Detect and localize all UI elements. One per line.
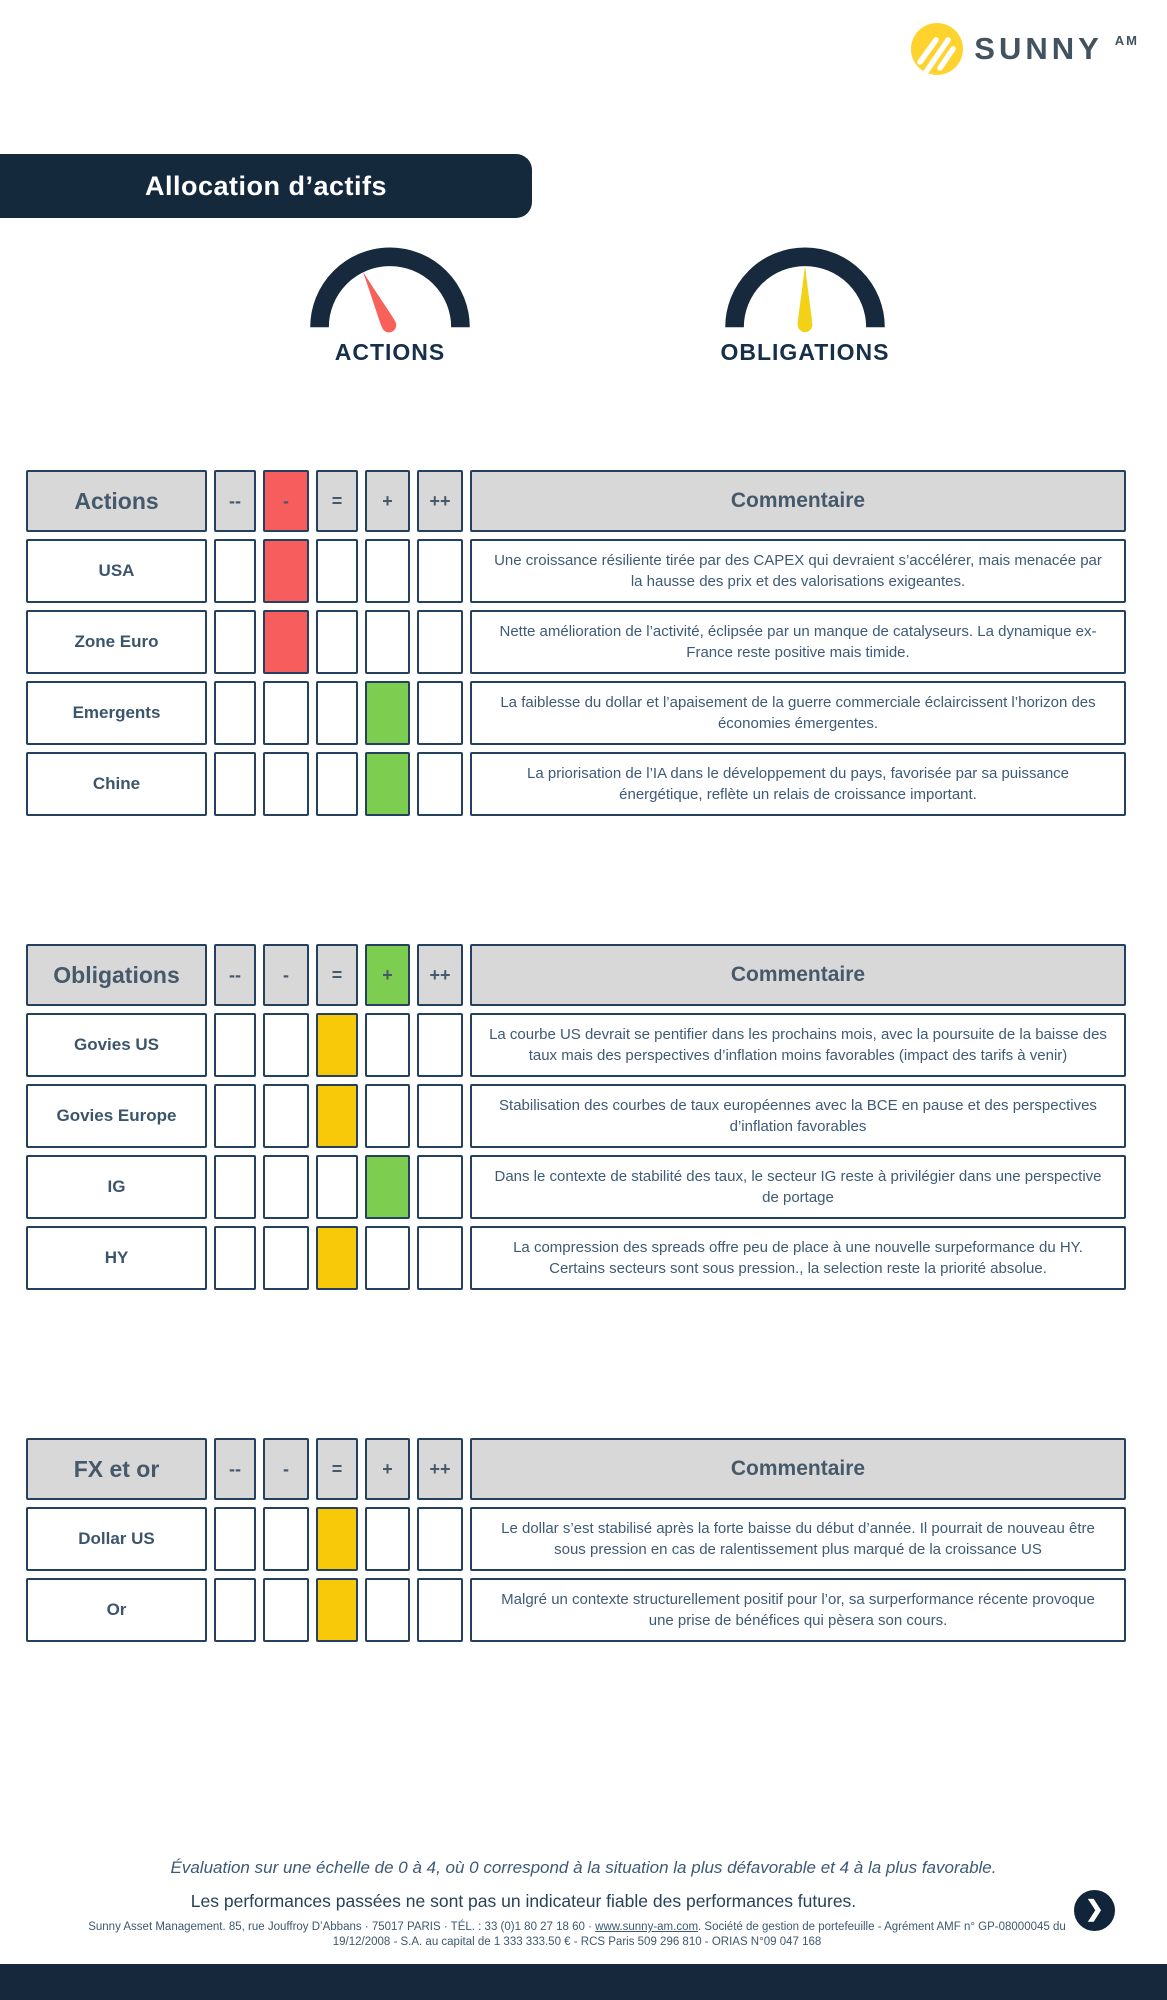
rating-cell-selected (316, 1578, 358, 1642)
legal-text (72, 1920, 1082, 1950)
gauges (0, 244, 1167, 394)
gauge-obligations-label: OBLIGATIONS (720, 339, 890, 365)
row-label: USA (26, 539, 207, 603)
rating-cell (417, 1013, 463, 1077)
rating-cell (263, 1155, 309, 1219)
rating-cell (263, 681, 309, 745)
rating-header: - (263, 944, 309, 1006)
allocation-tables (0, 470, 1167, 1642)
rating-cell (214, 1578, 256, 1642)
rating-cell (316, 539, 358, 603)
comment-cell: La courbe US devrait se pentifier dans les prochains mois, avec la poursuite de la baisse des taux mais des perspectives d’inflation moins favorables (impact des tarifs à venir) (470, 1013, 1126, 1077)
rating-header: + (365, 1438, 410, 1500)
row-label: IG (26, 1155, 207, 1219)
rating-cell (214, 1507, 256, 1571)
table-title: Obligations (26, 944, 207, 1006)
table-actions (26, 470, 1126, 816)
row-label: HY (26, 1226, 207, 1290)
comment-cell: Le dollar s’est stabilisé après la forte baisse du début d’année. Il pourrait de nouveau être sous pression en cas de ralentissement plus marqué de la croissance US (470, 1507, 1126, 1571)
sunny-logo (910, 22, 1137, 76)
row-label: Govies Europe (26, 1084, 207, 1148)
rating-cell (365, 539, 410, 603)
rating-cell-selected (365, 752, 410, 816)
rating-cell-selected (263, 539, 309, 603)
rating-cell (316, 681, 358, 745)
rating-cell (417, 1507, 463, 1571)
legal-post: . Société de gestion de portefeuille - Agrément AMF n° GP-08000045 du 19/12/2008 - S.A. au capital de 1 333 333.50 € - RCS Paris 509 296 810 - ORIAS N°09 047 168 (332, 1921, 1066, 1948)
rating-cell (214, 539, 256, 603)
comment-cell: Une croissance résiliente tirée par des CAPEX qui devraient s’accélérer, mais menacée par la hausse des prix et des valorisations exigeantes. (470, 539, 1126, 603)
gauge-obligations-dial (724, 244, 886, 336)
rating-cell (214, 1155, 256, 1219)
rating-cell (316, 610, 358, 674)
gauge-actions-needle (356, 269, 398, 335)
rating-cell (417, 539, 463, 603)
rating-header: ++ (417, 944, 463, 1006)
rating-cell (417, 752, 463, 816)
commentaire-header: Commentaire (470, 1438, 1126, 1500)
rating-header: = (316, 470, 358, 532)
rating-cell (263, 752, 309, 816)
commentaire-header: Commentaire (470, 470, 1126, 532)
row-label: Or (26, 1578, 207, 1642)
comment-cell: Dans le contexte de stabilité des taux, le secteur IG reste à privilégier dans une perspective de portage (470, 1155, 1126, 1219)
rating-header: -- (214, 1438, 256, 1500)
brand-suffix: AM (1114, 32, 1139, 48)
rating-header: + (365, 944, 410, 1006)
rating-cell (417, 1578, 463, 1642)
rating-cell (214, 1226, 256, 1290)
bottom-bar (0, 1964, 1167, 2000)
rating-header: - (263, 1438, 309, 1500)
comment-cell: La compression des spreads offre peu de place à une nouvelle surpeformance du HY. Certains secteurs sont sous pression., la selection reste la priorité absolue. (470, 1226, 1126, 1290)
gauge-obligations (695, 244, 915, 366)
page-title-banner (0, 154, 532, 218)
rating-cell (316, 752, 358, 816)
rating-cell (365, 1578, 410, 1642)
rating-cell (365, 610, 410, 674)
rating-header: ++ (417, 470, 463, 532)
rating-cell (365, 1507, 410, 1571)
rating-cell-selected (316, 1226, 358, 1290)
rating-header: - (263, 470, 309, 532)
rating-cell (417, 610, 463, 674)
rating-cell-selected (263, 610, 309, 674)
row-label: Chine (26, 752, 207, 816)
rating-cell (214, 681, 256, 745)
rating-cell (417, 1084, 463, 1148)
gauge-actions-label: ACTIONS (334, 339, 446, 365)
chevron-right-icon: ❯ (1085, 1896, 1104, 1921)
gauge-obligations-needle (798, 266, 813, 332)
comment-cell: Stabilisation des courbes de taux européennes avec la BCE en pause et des perspectives d’inflation favorables (470, 1084, 1126, 1148)
rating-cell (263, 1507, 309, 1571)
performance-note: Les performances passées ne sont pas un indicateur fiable des performances futures. (190, 1891, 857, 1911)
commentaire-header: Commentaire (470, 944, 1126, 1006)
rating-header: + (365, 470, 410, 532)
table-fx-et-or (26, 1438, 1126, 1642)
website-link[interactable]: www.sunny-am.com (595, 1921, 699, 1933)
rating-cell (316, 1155, 358, 1219)
comment-cell: Malgré un contexte structurellement positif pour l’or, sa surperformance récente provoque une prise de bénéfices qui pèsera son cours. (470, 1578, 1126, 1642)
rating-cell (214, 1013, 256, 1077)
rating-header: = (316, 1438, 358, 1500)
rating-cell (214, 1084, 256, 1148)
row-label: Govies US (26, 1013, 207, 1077)
row-label: Dollar US (26, 1507, 207, 1571)
row-label: Emergents (26, 681, 207, 745)
rating-cell (417, 1226, 463, 1290)
rating-cell (263, 1084, 309, 1148)
rating-cell (365, 1226, 410, 1290)
rating-cell-selected (316, 1507, 358, 1571)
rating-cell (263, 1226, 309, 1290)
comment-cell: Nette amélioration de l’activité, éclipsée par un manque de catalyseurs. La dynamique ex-France reste positive mais timide. (470, 610, 1126, 674)
scale-note: Évaluation sur une échelle de 0 à 4, où 0 correspond à la situation la plus défavorable et 4 à la plus favorable. (170, 1858, 997, 1877)
table-title: Actions (26, 470, 207, 532)
rating-header: ++ (417, 1438, 463, 1500)
rating-cell (365, 1084, 410, 1148)
comment-cell: La priorisation de l’IA dans le développement du pays, favorisée par sa puissance énergétique, reflète un relais de croissance important. (470, 752, 1126, 816)
comment-cell: La faiblesse du dollar et l’apaisement de la guerre commerciale éclaircissent l’horizon des économies émergentes. (470, 681, 1126, 745)
rating-cell-selected (316, 1013, 358, 1077)
rating-header: -- (214, 470, 256, 532)
next-page-button[interactable] (1074, 1890, 1115, 1931)
rating-cell (263, 1013, 309, 1077)
rating-cell (365, 1013, 410, 1077)
brand-name: SUNNY (974, 31, 1103, 66)
legal-pre: Sunny Asset Management. 85, rue Jouffroy D’Abbans · 75017 PARIS · TÉL. : 33 (0)1 80 27 18 60 · (88, 1921, 596, 1933)
rating-cell (214, 610, 256, 674)
footnotes (0, 1858, 1167, 1950)
rating-header: -- (214, 944, 256, 1006)
rating-header: = (316, 944, 358, 1006)
rating-cell (417, 1155, 463, 1219)
page-title: Allocation d’actifs (144, 170, 388, 201)
rating-cell-selected (316, 1084, 358, 1148)
table-obligations (26, 944, 1126, 1290)
table-title: FX et or (26, 1438, 207, 1500)
gauge-actions-dial (309, 244, 471, 336)
rating-cell (214, 752, 256, 816)
sun-icon (910, 22, 964, 76)
rating-cell (417, 681, 463, 745)
rating-cell (263, 1578, 309, 1642)
rating-cell-selected (365, 681, 410, 745)
row-label: Zone Euro (26, 610, 207, 674)
rating-cell-selected (365, 1155, 410, 1219)
gauge-actions (280, 244, 500, 366)
